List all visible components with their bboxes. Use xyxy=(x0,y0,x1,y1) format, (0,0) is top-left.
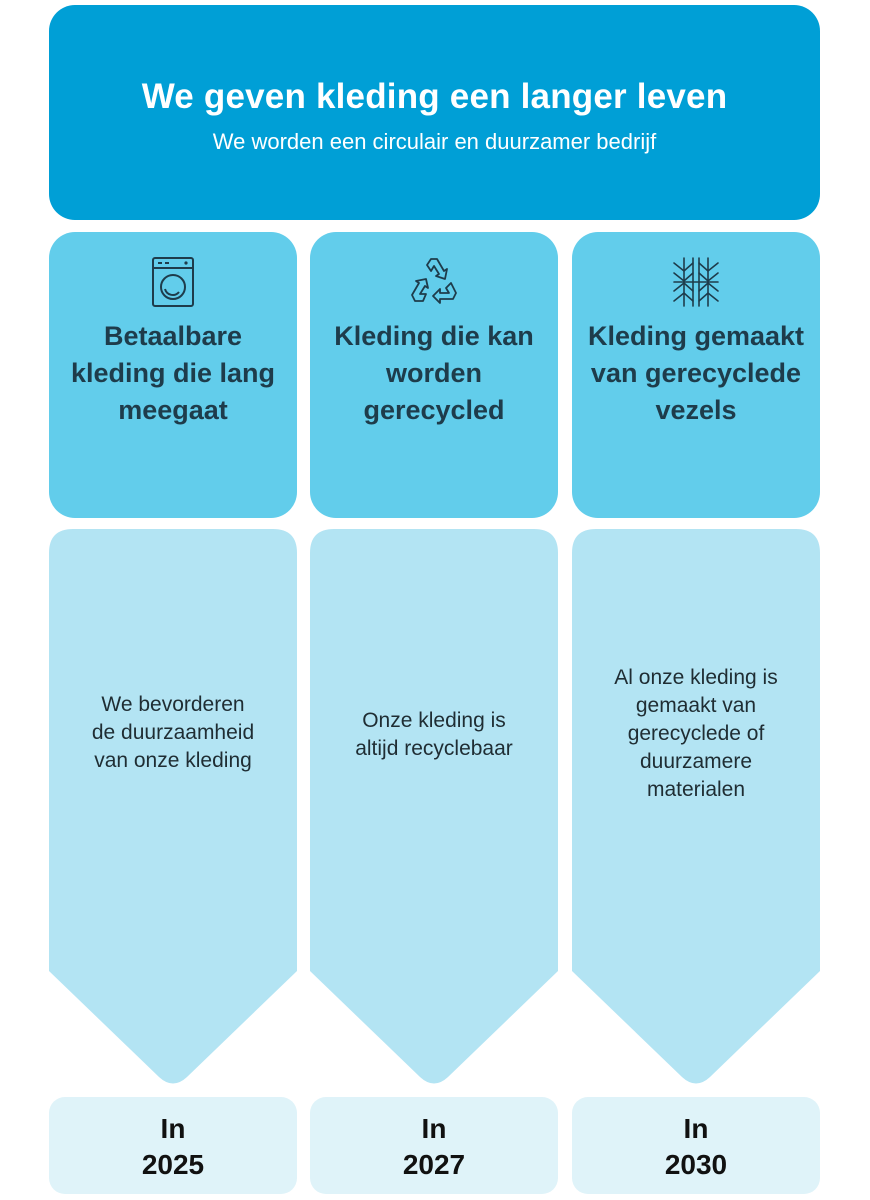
card-title: Kleding gemaakt van gerecyclede vezels xyxy=(587,321,805,425)
year-label: In xyxy=(683,1113,709,1144)
year-value: 2027 xyxy=(402,1149,466,1180)
card-title: Kleding die kan worden gerecycled xyxy=(334,321,534,425)
goal-text xyxy=(324,707,544,763)
fibers-icon xyxy=(671,255,721,309)
year-box xyxy=(572,1097,820,1194)
header-banner xyxy=(49,5,820,220)
goal-line: materialen xyxy=(646,778,746,801)
recycle-icon xyxy=(409,255,459,309)
year-box xyxy=(310,1097,558,1194)
category-card xyxy=(572,232,820,518)
header-title: We geven kleding een langer leven xyxy=(141,77,728,116)
goal-text xyxy=(586,664,806,804)
card-title: Betaalbare kleding die lang meegaat xyxy=(70,321,276,425)
goal-line: gemaakt van xyxy=(635,694,757,717)
washing-machine-icon xyxy=(148,255,198,309)
goal-text xyxy=(63,691,283,775)
goal-line: gerecyclede of xyxy=(627,722,765,745)
goal-line: duurzamere xyxy=(639,750,753,773)
goal-arrow xyxy=(49,529,297,1085)
goal-arrow xyxy=(572,529,820,1085)
goal-line: We bevorderen xyxy=(101,693,245,716)
header-subtitle: We worden een circulair en duurzamer bedrijf xyxy=(212,129,657,154)
goal-line: Onze kleding is xyxy=(362,709,506,732)
goal-line: van onze kleding xyxy=(94,749,252,772)
goal-arrow xyxy=(310,529,558,1085)
year-label: In xyxy=(421,1113,447,1144)
category-card xyxy=(49,232,297,518)
category-card xyxy=(310,232,558,518)
year-value: 2025 xyxy=(141,1149,205,1180)
year-value: 2030 xyxy=(664,1149,728,1180)
goal-line: Al onze kleding is xyxy=(614,666,778,689)
goal-line: de duurzaamheid xyxy=(91,721,255,744)
year-label: In xyxy=(160,1113,186,1144)
year-box xyxy=(49,1097,297,1194)
goal-line: altijd recyclebaar xyxy=(355,737,513,760)
